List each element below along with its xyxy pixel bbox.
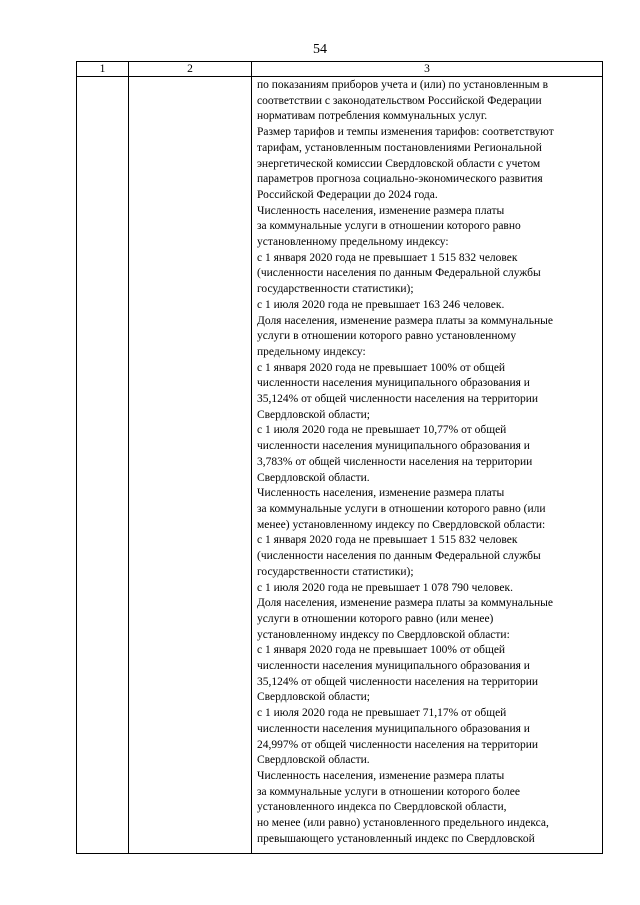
text-line: Размер тарифов и темпы изменения тарифов: соответствуют: [257, 126, 554, 139]
column-header-3: 3: [252, 62, 603, 77]
text-line: с 1 июля 2020 года не превышает 163 246 человек.: [257, 298, 505, 311]
text-line: Численность населения, изменение размера платы: [257, 487, 505, 500]
text-line: Свердловской области.: [257, 471, 370, 484]
text-line: численности населения муниципального образования и: [257, 377, 530, 390]
text-line: с 1 июля 2020 года не превышает 10,77% от общей: [257, 424, 507, 437]
text-line: Численность населения, изменение размера платы: [257, 769, 505, 782]
text-line: с 1 января 2020 года не превышает 1 515 832 человек: [257, 534, 518, 547]
text-line: услуги в отношении которого равно (или менее): [257, 612, 494, 625]
text-line: (численности населения по данным Федеральной службы: [257, 267, 541, 280]
text-line: численности населения муниципального образования и: [257, 440, 530, 453]
text-line: за коммунальные услуги в отношении которого более: [257, 785, 520, 798]
table-cell-col1: [77, 77, 129, 854]
text-line: численности населения муниципального образования и: [257, 722, 530, 735]
text-line: 35,124% от общей численности населения на территории: [257, 675, 539, 688]
column-header-2: 2: [129, 62, 252, 77]
text-line: 35,124% от общей численности населения на территории: [257, 393, 539, 406]
text-line: за коммунальные услуги в отношении которого равно: [257, 220, 521, 233]
text-line: с 1 января 2020 года не превышает 1 515 832 человек: [257, 251, 518, 264]
text-line: нормативам потребления коммунальных услуг.: [257, 110, 488, 123]
text-line: за коммунальные услуги в отношении которого равно (или: [257, 502, 546, 515]
text-line: менее) установленному индексу по Свердловской области:: [257, 518, 546, 531]
text-line: энергетической комиссии Свердловской области с учетом: [257, 157, 541, 170]
text-line: с 1 июля 2020 года не превышает 71,17% от общей: [257, 707, 507, 720]
text-line: Доля населения, изменение размера платы за коммунальные: [257, 597, 553, 610]
text-line: по показаниям приборов учета и (или) по установленным в: [257, 79, 549, 91]
text-line: с 1 января 2020 года не превышает 100% от общей: [257, 361, 506, 374]
page-number: 54: [313, 42, 327, 57]
document-table: [76, 61, 603, 854]
text-line: Российской Федерации до 2024 года.: [257, 188, 438, 201]
text-line: Численность населения, изменение размера платы: [257, 204, 505, 217]
text-line: (численности населения по данным Федеральной службы: [257, 550, 541, 563]
table-row: [77, 77, 603, 854]
text-line: Доля населения, изменение размера платы за коммунальные: [257, 314, 553, 327]
text-line: установленному предельному индексу:: [257, 236, 449, 249]
text-line: с 1 января 2020 года не превышает 100% от общей: [257, 644, 506, 657]
text-line: Свердловской области.: [257, 754, 370, 767]
column-header-1: 1: [77, 62, 129, 77]
table-header-row: [77, 62, 603, 77]
text-line: превышающего установленный индекс по Свердловской: [257, 832, 535, 845]
text-line: с 1 июля 2020 года не превышает 1 078 790 человек.: [257, 581, 513, 594]
text-line: параметров прогноза социально-экономического развития: [257, 173, 543, 186]
table-cell-col3: [252, 77, 603, 854]
text-line: услуги в отношении которого равно установленному: [257, 330, 517, 343]
text-line: Свердловской области;: [257, 408, 370, 421]
text-line: установленного индекса по Свердловской области,: [257, 801, 507, 814]
text-line: Свердловской области;: [257, 691, 370, 704]
text-line: но менее (или равно) установленного предельного индекса,: [257, 817, 549, 830]
text-line: установленному индексу по Свердловской области:: [257, 628, 510, 641]
table-cell-col2: [129, 77, 252, 854]
text-line: государственности статистики);: [257, 283, 414, 296]
text-line: 24,997% от общей численности населения на территории: [257, 738, 539, 751]
text-line: соответствии с законодательством Российской Федерации: [257, 94, 542, 107]
col3-text-block: [252, 77, 602, 847]
text-line: предельному индексу:: [257, 345, 366, 358]
text-line: 3,783% от общей численности населения на территории: [257, 455, 533, 468]
text-line: государственности статистики);: [257, 565, 414, 578]
text-line: тарифам, установленным постановлениями Региональной: [257, 141, 542, 154]
text-line: численности населения муниципального образования и: [257, 660, 530, 673]
